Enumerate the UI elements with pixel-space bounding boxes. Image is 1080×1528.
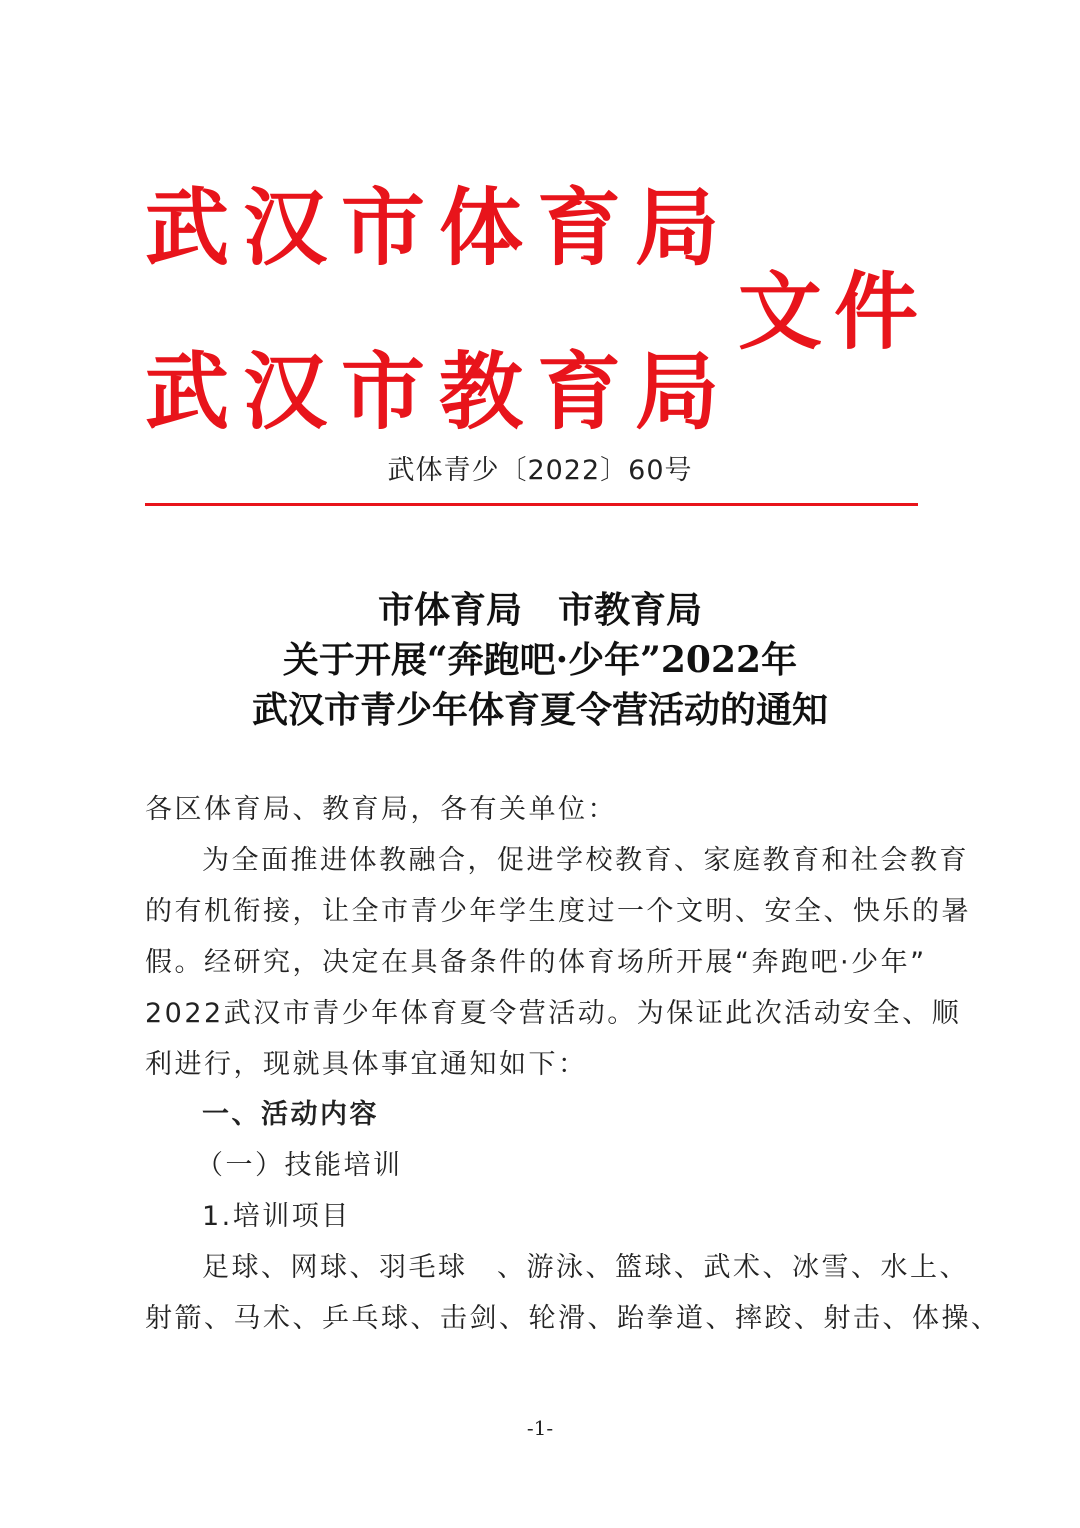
paragraph-line: 的有机衔接，让全市青少年学生度过一个文明、安全、快乐的暑: [145, 896, 971, 927]
title-line-2: 关于开展“奔跑吧·少年”2022年: [282, 639, 798, 681]
document-number: 武体青少〔2022〕60号: [387, 455, 693, 486]
page-number: -1-: [526, 1416, 554, 1440]
paragraph-line: 假。经研究，决定在具备条件的体育场所开展“奔跑吧·少年”: [145, 947, 927, 978]
paragraph-line: 利进行，现就具体事宜通知如下：: [145, 1049, 588, 1080]
paragraph-line: 为全面推进体教融合，促进学校教育、家庭教育和社会教育: [202, 845, 969, 876]
red-divider: [145, 503, 918, 506]
document-suffix: 文件: [738, 262, 931, 361]
subsection-heading: （一）技能培训: [196, 1150, 403, 1181]
paragraph-line: 2022武汉市青少年体育夏令营活动。为保证此次活动安全、顺: [145, 998, 962, 1029]
issuer-line-education-bureau: 武汉市教育局: [145, 342, 734, 441]
project-line: 射箭、马术、乒乓球、击剑、轮滑、跆拳道、摔跤、射击、体操、: [145, 1303, 1001, 1334]
list-item-heading: 1.培训项目: [202, 1201, 351, 1232]
title-line-3: 武汉市青少年体育夏令营活动的通知: [251, 689, 828, 731]
project-line: 足球、网球、羽毛球 、游泳、篮球、武术、冰雪、水上、: [202, 1252, 969, 1283]
title-line-1: 市体育局 市教育局: [377, 589, 702, 631]
section-heading: 一、活动内容: [202, 1099, 379, 1130]
salutation: 各区体育局、教育局，各有关单位：: [145, 794, 617, 825]
issuer-line-sports-bureau: 武汉市体育局: [145, 178, 734, 277]
